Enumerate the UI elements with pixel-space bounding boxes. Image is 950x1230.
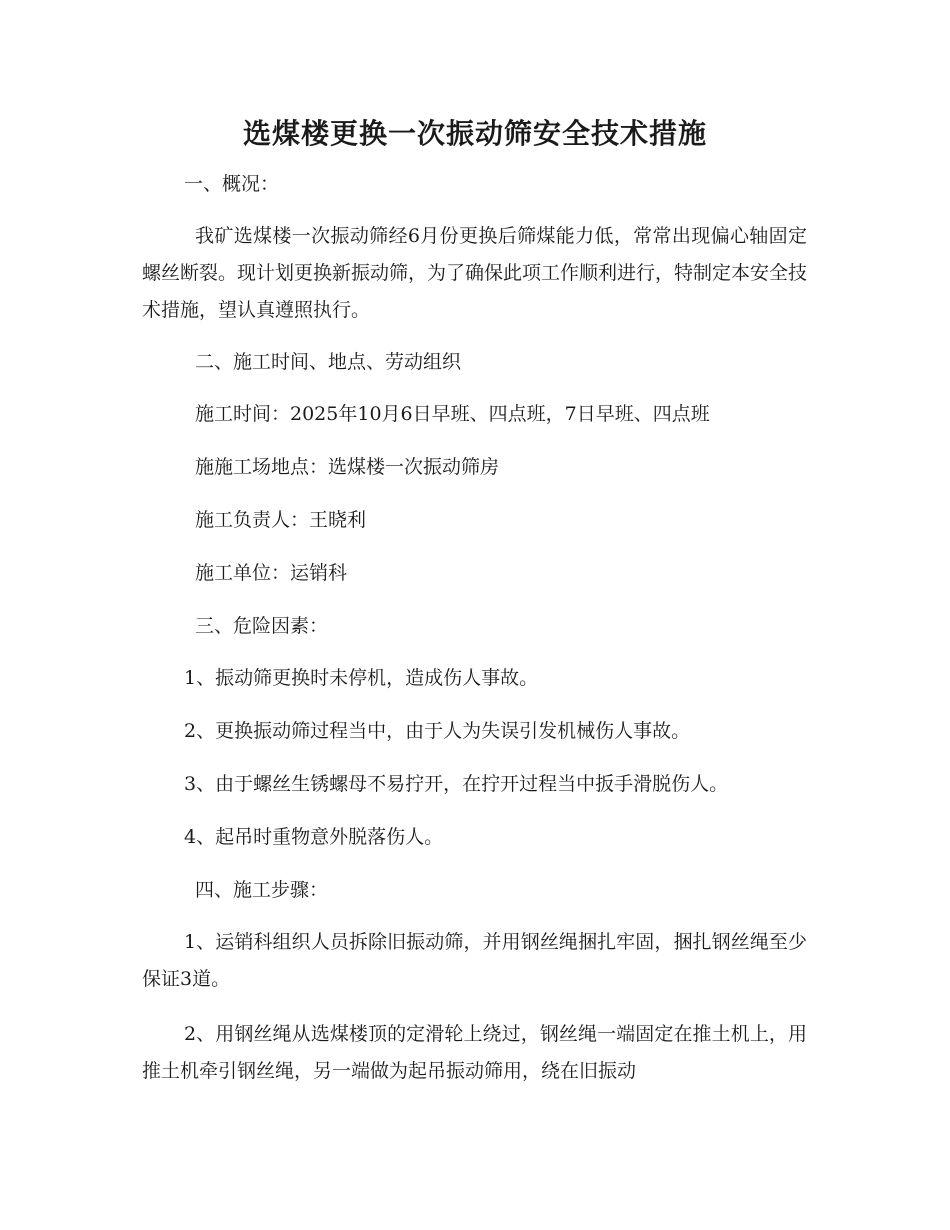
hazard-item: 2、更换振动筛过程当中，由于人为失误引发机械伤人事故。 [184, 720, 691, 742]
section-heading-schedule: 二、施工时间、地点、劳动组织 [195, 351, 462, 373]
document-title: 选煤楼更换一次振动筛安全技术措施 [242, 117, 707, 150]
step-item: 1、运销科组织人员拆除旧振动筛，并用钢丝绳捆扎牢固，捆扎钢丝绳至少保证3道。 [142, 931, 807, 990]
hazard-item: 3、由于螺丝生锈螺母不易拧开，在拧开过程当中扳手滑脱伤人。 [184, 773, 729, 795]
construction-place: 施施工场地点：选煤楼一次振动筛房 [195, 456, 500, 478]
section-heading-steps: 四、施工步骤： [195, 879, 329, 901]
overview-paragraph: 我矿选煤楼一次振动筛经6月份更换后筛煤能力低，常常出现偏心轴固定螺丝断裂。现计划更换新振动筛，为了确保此项工作顺利进行，特制定本安全技术措施，望认真遵照执行。 [142, 225, 808, 321]
construction-leader: 施工负责人：王晓利 [195, 509, 367, 531]
construction-unit: 施工单位：运销科 [195, 562, 348, 584]
hazard-item: 4、起吊时重物意外脱落伤人。 [184, 826, 444, 848]
section-heading-overview: 一、概况： [184, 173, 280, 195]
section-heading-hazards: 三、危险因素： [195, 615, 329, 637]
construction-time: 施工时间：2025年10月6日早班、四点班，7日早班、四点班 [195, 403, 710, 425]
hazard-item: 1、振动筛更换时未停机，造成伤人事故。 [184, 667, 539, 689]
step-item: 2、用钢丝绳从选煤楼顶的定滑轮上绕过，钢丝绳一端固定在推土机上，用推土机牵引钢丝绳，另一端做为起吊振动筛用，绕在旧振动 [142, 1023, 807, 1082]
